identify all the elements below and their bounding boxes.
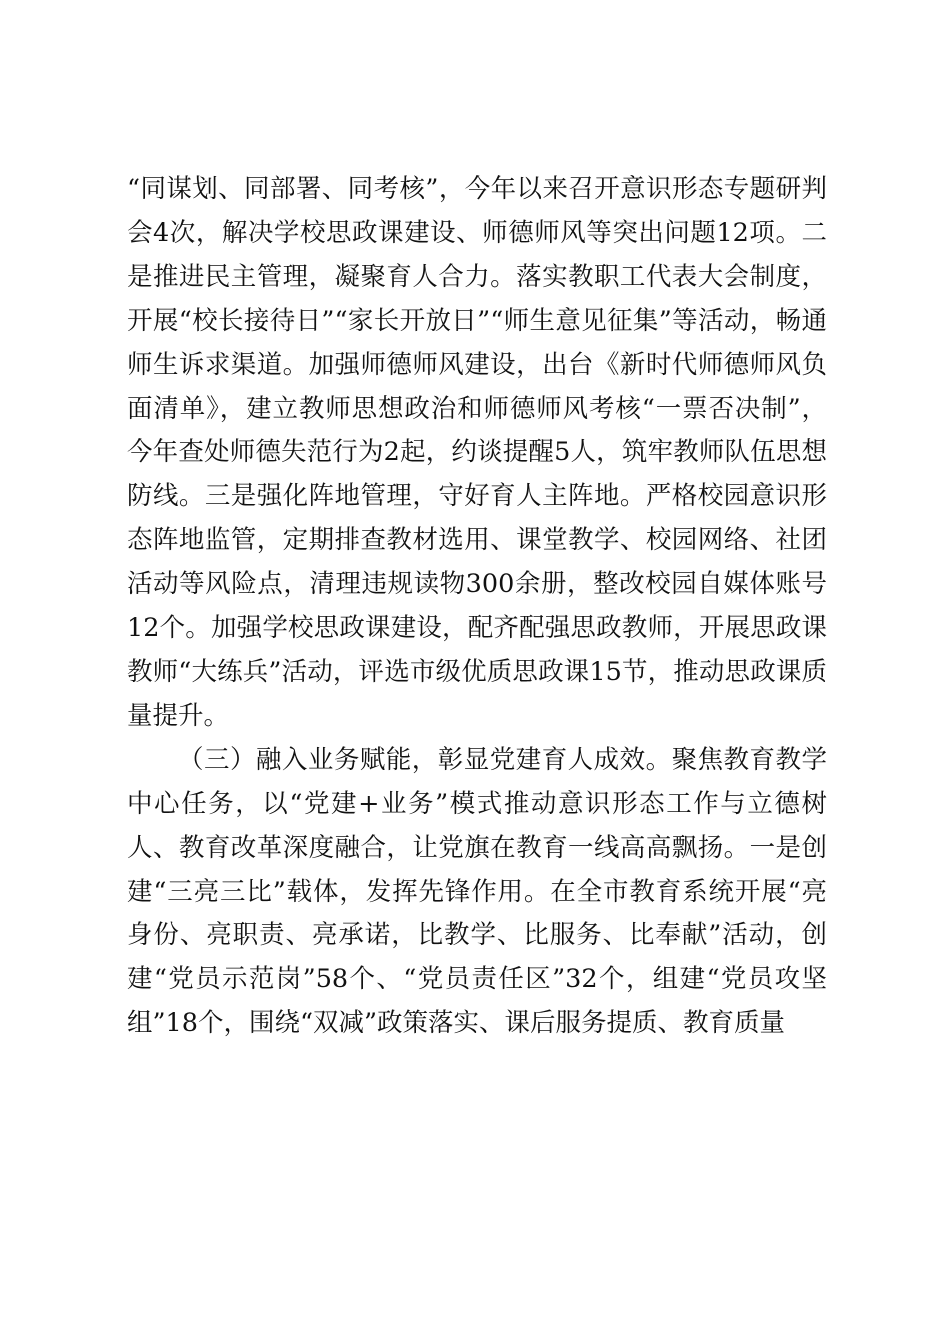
paragraph-section-three: （三）融入业务赋能，彰显党建育人成效。聚焦教育教学中心任务，以“党建+业务”模式推动意识形态工作与立德树人、教育改革深度融合，让党旗在教育一线高高飘扬。一是创建“三亮三比”载体，发挥先锋作用。在全市教育系统开展“亮身份、亮职责、亮承诺，比教学、比服务、比奉献”活动，创建“党员示范岗”58个、“党员责任区”32个，组建“党员攻坚组”18个，围绕“双减”政策落实、课后服务提质、教育质量 xyxy=(127,744,827,1039)
body-text xyxy=(127,168,827,1046)
paragraph-continuation: “同谋划、同部署、同考核”，今年以来召开意识形态专题研判会4次，解决学校思政课建设、师德师风等突出问题12项。二是推进民主管理，凝聚育人合力。落实教职工代表大会制度，开展“校长接待日”“家长开放日”“师生意见征集”等活动，畅通师生诉求渠道。加强师德师风建设，出台《新时代师德师风负面清单》，建立教师思想政治和师德师风考核“一票否决制”，今年查处师德失范行为2起，约谈提醒5人，筑牢教师队伍思想防线。三是强化阵地管理，守好育人主阵地。严格校园意识形态阵地监管，定期排查教材选用、课堂教学、校园网络、社团活动等风险点，清理违规读物300余册，整改校园自媒体账号12个。加强学校思政课建设，配齐配强思政教师，开展思政课教师“大练兵”活动，评选市级优质思政课15节，推动思政课质量提升。 xyxy=(127,174,827,731)
